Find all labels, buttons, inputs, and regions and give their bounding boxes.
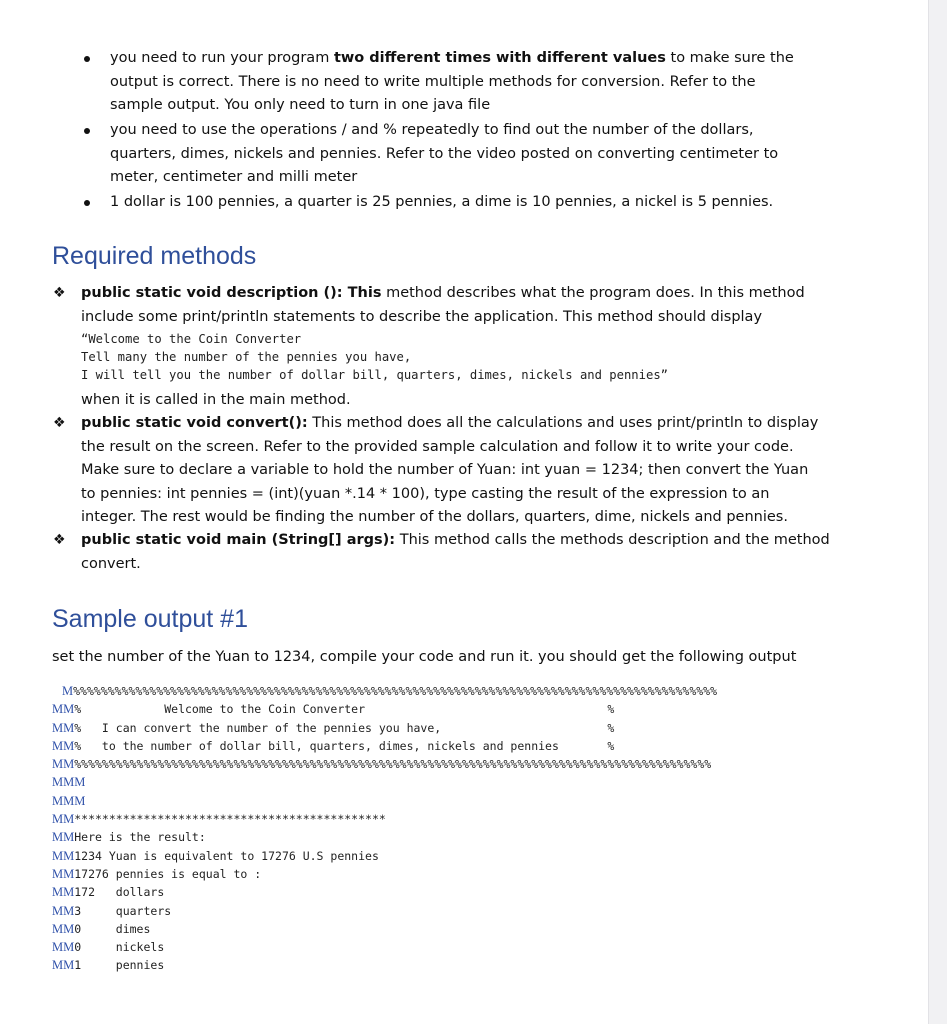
method-text-line	[81, 506, 788, 530]
mm-prefix: MM	[52, 921, 75, 936]
mm-prefix: MM	[52, 830, 75, 845]
text-run: sample output. You only need to turn in one java file	[110, 97, 491, 113]
mm-prefix: MM	[52, 940, 75, 955]
text-run: include some print/println statements to describe the application. This method should display	[81, 308, 763, 325]
bullet-dot-icon	[84, 200, 90, 206]
diamond-bullet-icon: ❖	[53, 285, 66, 301]
sample-output-line	[52, 901, 922, 919]
text-run: output is correct. There is no need to write multiple methods for conversion. Refer to the	[110, 73, 756, 90]
bullet-text-line	[110, 119, 754, 143]
sample-output-line	[52, 718, 922, 736]
sample-output-text: % to the number of dollar bill, quarters, dimes, nickels and pennies %	[74, 738, 615, 753]
text-run: Make sure to declare a variable to hold the number of Yuan: int yuan = 1234; then convert the Yuan	[81, 462, 809, 478]
sample-output-line	[52, 754, 922, 772]
sample-output-text: 3 quarters	[74, 903, 172, 918]
sample-output-text: %%%%%%%%%%%%%%%%%%%%%%%%%%%%%%%%%%%%%%%%%%%%%%%%%%%%%%%%%%%%%%%%%%%%%%%%%%%%%%%%%%%%%%%%%%%%%	[73, 684, 718, 698]
sample-output-text: 0 nickels	[74, 940, 165, 955]
mm-prefix: M	[62, 684, 74, 698]
method-text-line	[81, 282, 805, 306]
bold-text-run: public static void convert():	[81, 415, 308, 431]
sample-output-text: 0 dimes	[74, 921, 151, 936]
bold-text-run: two different times with different values	[333, 50, 666, 66]
text-run: method describes what the program does. In this method	[381, 285, 805, 301]
sample-output-text: Here is the result:	[74, 830, 206, 845]
sample-output-line	[52, 809, 922, 827]
sample-output-line	[52, 846, 922, 864]
method-text-line	[81, 553, 141, 577]
sample-output-heading: Sample output #1	[52, 605, 248, 633]
method-text-line	[81, 412, 818, 436]
sample-output-line	[52, 955, 922, 973]
method-text-line	[81, 389, 351, 413]
text-run: quarters, dimes, nickels and pennies. Refer to the video posted on converting centimeter to	[110, 145, 779, 162]
mm-prefix: MM	[52, 720, 75, 735]
text-run: when it is called in the main method.	[81, 392, 351, 408]
mm-prefix: MM	[52, 866, 75, 881]
text-run: This method does all the calculations and uses print/println to display	[307, 415, 819, 431]
code-line: “Welcome to the Coin Converter	[81, 332, 302, 346]
mm-prefix: MM	[52, 903, 75, 918]
bold-text-run: public static void description (): This	[81, 285, 382, 301]
diamond-bullet-icon: ❖	[53, 415, 66, 431]
bold-text-run: public static void main (String[] args):	[81, 532, 396, 548]
method-text-line	[81, 306, 762, 330]
sample-output-text: %%%%%%%%%%%%%%%%%%%%%%%%%%%%%%%%%%%%%%%%%%%%%%%%%%%%%%%%%%%%%%%%%%%%%%%%%%%%%%%%%%%%%%%%%%%%	[74, 757, 712, 772]
method-text-line	[81, 459, 808, 483]
sample-output-text: 1 pennies	[74, 958, 165, 973]
vertical-scrollbar[interactable]	[928, 0, 947, 1024]
text-run: you need to run your program	[110, 50, 334, 66]
sample-output-text: *********************************************	[74, 812, 386, 827]
bullet-text-line	[110, 166, 357, 190]
mm-prefix: MM	[52, 812, 75, 827]
sample-output-line	[52, 827, 922, 845]
method-text-line	[81, 483, 769, 507]
bullet-text-line	[110, 94, 490, 118]
sample-output-block	[52, 681, 932, 974]
text-run: to make sure the	[665, 50, 794, 66]
method-text-line	[81, 529, 830, 553]
method-text-line	[81, 436, 794, 460]
bullet-dot-icon	[84, 128, 90, 134]
diamond-bullet-icon: ❖	[53, 532, 66, 548]
sample-output-text: 172 dollars	[74, 885, 165, 900]
mm-prefix: MMM	[52, 775, 86, 790]
sample-intro-text: set the number of the Yuan to 1234, compile your code and run it. you should get the following output	[52, 649, 797, 665]
bullet-text-line	[110, 191, 773, 215]
text-run: to pennies: int pennies = (int)(yuan *.14 * 100), type casting the result of the expression to an	[81, 485, 770, 502]
text-run: integer. The rest would be finding the number of the dollars, quarters, dime, nickels and pennies.	[81, 509, 788, 525]
code-line: Tell many the number of the pennies you have,	[81, 350, 412, 364]
mm-prefix: MM	[52, 702, 75, 717]
mm-prefix: MMM	[52, 793, 86, 808]
sample-output-text: 1234 Yuan is equivalent to 17276 U.S pennies	[74, 848, 379, 863]
text-run: meter, centimeter and milli meter	[110, 169, 358, 185]
sample-output-line	[52, 864, 922, 882]
code-line: I will tell you the number of dollar bill, quarters, dimes, nickels and pennies”	[81, 368, 668, 382]
sample-output-line	[52, 681, 932, 699]
sample-output-line	[52, 937, 922, 955]
text-run: This method calls the methods description and the method	[395, 532, 830, 548]
text-run: the result on the screen. Refer to the provided sample calculation and follow it to write your code.	[81, 438, 794, 455]
bullet-text-line	[110, 47, 794, 71]
sample-output-line	[52, 882, 922, 900]
text-run: convert.	[81, 555, 141, 572]
sample-output-line	[52, 772, 922, 790]
required-methods-heading: Required methods	[52, 242, 257, 270]
mm-prefix: MM	[52, 885, 75, 900]
sample-output-text: 17276 pennies is equal to :	[74, 866, 262, 881]
sample-output-line	[52, 736, 922, 754]
mm-prefix: MM	[52, 958, 75, 973]
sample-output-text: % I can convert the number of the pennies you have, %	[74, 720, 615, 735]
text-run: 1 dollar is 100 pennies, a quarter is 25 pennies, a dime is 10 pennies, a nickel is 5 pennies.	[110, 194, 774, 210]
bullet-dot-icon	[84, 56, 90, 62]
bullet-text-line	[110, 143, 778, 167]
sample-output-text: % Welcome to the Coin Converter %	[74, 702, 615, 717]
bullet-text-line	[110, 71, 755, 95]
sample-output-line	[52, 791, 922, 809]
mm-prefix: MM	[52, 848, 75, 863]
sample-output-line	[52, 919, 922, 937]
mm-prefix: MM	[52, 738, 75, 753]
mm-prefix: MM	[52, 757, 75, 772]
text-run: you need to use the operations / and % repeatedly to find out the number of the dollars,	[110, 122, 754, 138]
sample-output-line	[52, 699, 922, 717]
